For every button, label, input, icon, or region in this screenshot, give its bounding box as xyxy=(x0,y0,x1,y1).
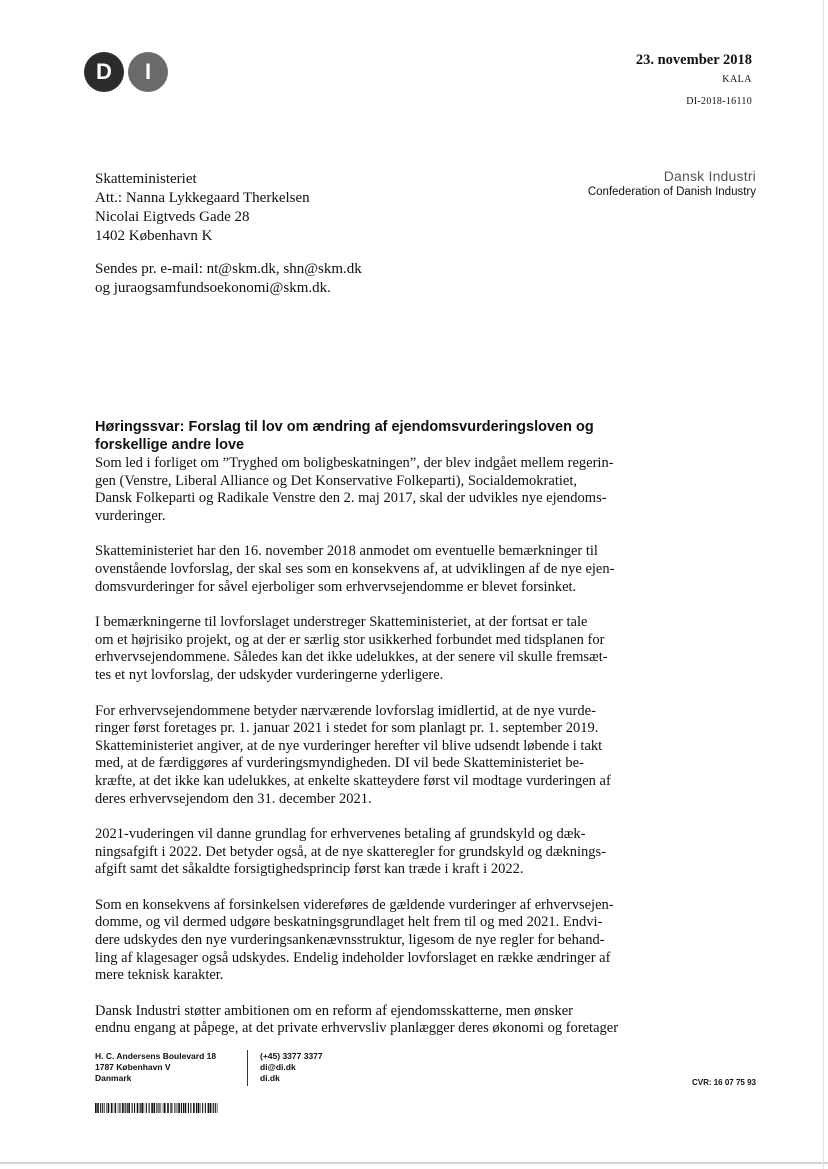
brand-subtitle: Confederation of Danish Industry xyxy=(587,186,756,198)
paragraph-line: Dansk Industri støtter ambitionen om en reform af ejendomsskatterne, men ønsker xyxy=(95,1002,573,1019)
logo-i-circle: I xyxy=(128,52,168,92)
subject-heading xyxy=(95,418,670,454)
paragraph-line: gen (Venstre, Liberal Alliance og Det Konservative Folkeparti), Socialdemokratiet, xyxy=(95,472,577,489)
scan-edge-right xyxy=(823,0,824,1169)
body-paragraph xyxy=(95,897,670,985)
email-notice xyxy=(95,260,362,298)
paragraph-line: vurderinger. xyxy=(95,507,166,524)
body-paragraph xyxy=(95,614,670,684)
paragraph-line: ling af klagesager også udskydes. Endelig indeholder lovforslaget en række ændringer af xyxy=(95,949,611,966)
body-paragraph xyxy=(95,703,670,809)
paragraph-line: ovenstående lovforslag, der skal ses som en konsekvens af, at udviklingen af de nye ejen- xyxy=(95,560,615,577)
subject-line: Høringssvar: Forslag til lov om ændring af ejendomsvurderingsloven og xyxy=(95,419,594,435)
paragraph-line: tes et nyt lovforslag, der udskyder vurderingerne yderligere. xyxy=(95,666,444,683)
paragraphs xyxy=(95,455,670,1038)
author-initials: KALA xyxy=(722,74,752,85)
footer-address-line: H. C. Andersens Boulevard 18 xyxy=(95,1051,217,1061)
recipient-address xyxy=(95,170,310,246)
paragraph-line: endnu engang at påpege, at det private erhvervsliv planlægger deres økonomi og foretager xyxy=(95,1020,619,1037)
body-paragraph xyxy=(95,455,670,525)
brand-block xyxy=(588,168,756,198)
barcode-icon xyxy=(95,1103,220,1113)
subject-line: forskellige andre love xyxy=(95,437,245,453)
paragraph-line: domme, og vil dermed udgøre beskatningsgrundlaget helt frem til og med 2021. Endvi- xyxy=(95,914,603,931)
footer-address-line: 1787 København V xyxy=(95,1062,171,1072)
paragraph-line: deres erhvervsejendom den 31. december 2021. xyxy=(95,790,372,807)
reference-number: DI-2018-16110 xyxy=(686,96,752,107)
footer-contact xyxy=(260,1051,323,1084)
logo-d-circle: D xyxy=(84,52,124,92)
paragraph-line: domsvurderinger for såvel ejerboliger som erhvervsejendomme er blevet forsinket. xyxy=(95,578,577,595)
footer-website: di.dk xyxy=(260,1073,280,1083)
paragraph-line: dere udskydes den nye vurderingsankenævnsstruktur, ligesom de nye regler for behand- xyxy=(95,932,605,949)
paragraph-line: med, at de færdiggøres af vurderingsmyndigheden. DI vil bede Skatteministeriet be- xyxy=(95,755,584,772)
recipient-line: Skatteministeriet xyxy=(95,171,197,187)
letter-date: 23. november 2018 xyxy=(635,52,752,68)
recipient-line: 1402 København K xyxy=(95,228,213,244)
email-line: Sendes pr. e-mail: nt@skm.dk, shn@skm.dk xyxy=(95,261,362,277)
paragraph-line: 2021-vuderingen vil danne grundlag for erhvervenes betaling af grundskyld og dæk- xyxy=(95,826,586,843)
letter-body xyxy=(95,418,670,1056)
email-line: og juraogsamfundsoekonomi@skm.dk. xyxy=(95,280,331,296)
paragraph-line: Som led i forliget om ”Tryghed om boligbeskatningen”, der blev indgået mellem regerin- xyxy=(95,455,614,471)
footer-address-line: Danmark xyxy=(95,1073,132,1083)
paragraph-line: kræfte, at det ikke kan udelukkes, at enkelte skatteydere først vil modtage vurderingen af xyxy=(95,772,611,789)
di-logo xyxy=(84,52,170,92)
body-paragraph xyxy=(95,543,670,596)
paragraph-line: Skatteministeriet har den 16. november 2018 anmodet om eventuelle bemærkninger til xyxy=(95,543,598,560)
body-paragraph xyxy=(95,1003,670,1038)
recipient-line: Att.: Nanna Lykkegaard Therkelsen xyxy=(95,190,310,206)
brand-name: Dansk Industri xyxy=(663,168,756,184)
footer-divider xyxy=(247,1050,248,1086)
paragraph-line: ringer først foretages pr. 1. januar 2021 i stedet for som planlagt pr. 1. september 2019. xyxy=(95,720,599,737)
paragraph-line: ningsafgift i 2022. Det betyder også, at de nye skatteregler for grundskyld og dæknings- xyxy=(95,843,607,860)
footer-email: di@di.dk xyxy=(260,1062,296,1072)
footer-cvr: CVR: 16 07 75 93 xyxy=(691,1078,756,1087)
recipient-line: Nicolai Eigtveds Gade 28 xyxy=(95,209,250,225)
paragraph-line: For erhvervsejendommene betyder nærværende lovforslag imidlertid, at de nye vurde- xyxy=(95,702,596,719)
paragraph-line: erhvervsejendommene. Således kan det ikke udelukkes, at der senere vil skulle fremsæt- xyxy=(95,649,608,666)
paragraph-line: afgift samt det såkaldte forsigtighedsprincip først kan træde i kraft i 2022. xyxy=(95,861,524,878)
paragraph-line: Som en konsekvens af forsinkelsen videreføres de gældende vurderinger af erhvervsejen- xyxy=(95,896,614,913)
paragraph-line: mere teknisk karakter. xyxy=(95,967,224,984)
body-paragraph xyxy=(95,826,670,879)
scan-edge xyxy=(0,1162,828,1164)
paragraph-line: om et højrisiko projekt, og at der er særlig stor usikkerhed forbundet med tidsplanen for xyxy=(95,631,605,648)
paragraph-line: I bemærkningerne til lovforslaget understreger Skatteministeriet, at der fortsat er tale xyxy=(95,614,588,631)
paragraph-line: Dansk Folkeparti og Radikale Venstre den 2. maj 2017, skal der udvikles nye ejendoms- xyxy=(95,490,607,507)
footer-address xyxy=(95,1051,216,1084)
footer-phone: (+45) 3377 3377 xyxy=(260,1051,323,1061)
paragraph-line: Skatteministeriet angiver, at de nye vurderinger herefter vil blive udsendt løbende i takt xyxy=(95,737,603,754)
